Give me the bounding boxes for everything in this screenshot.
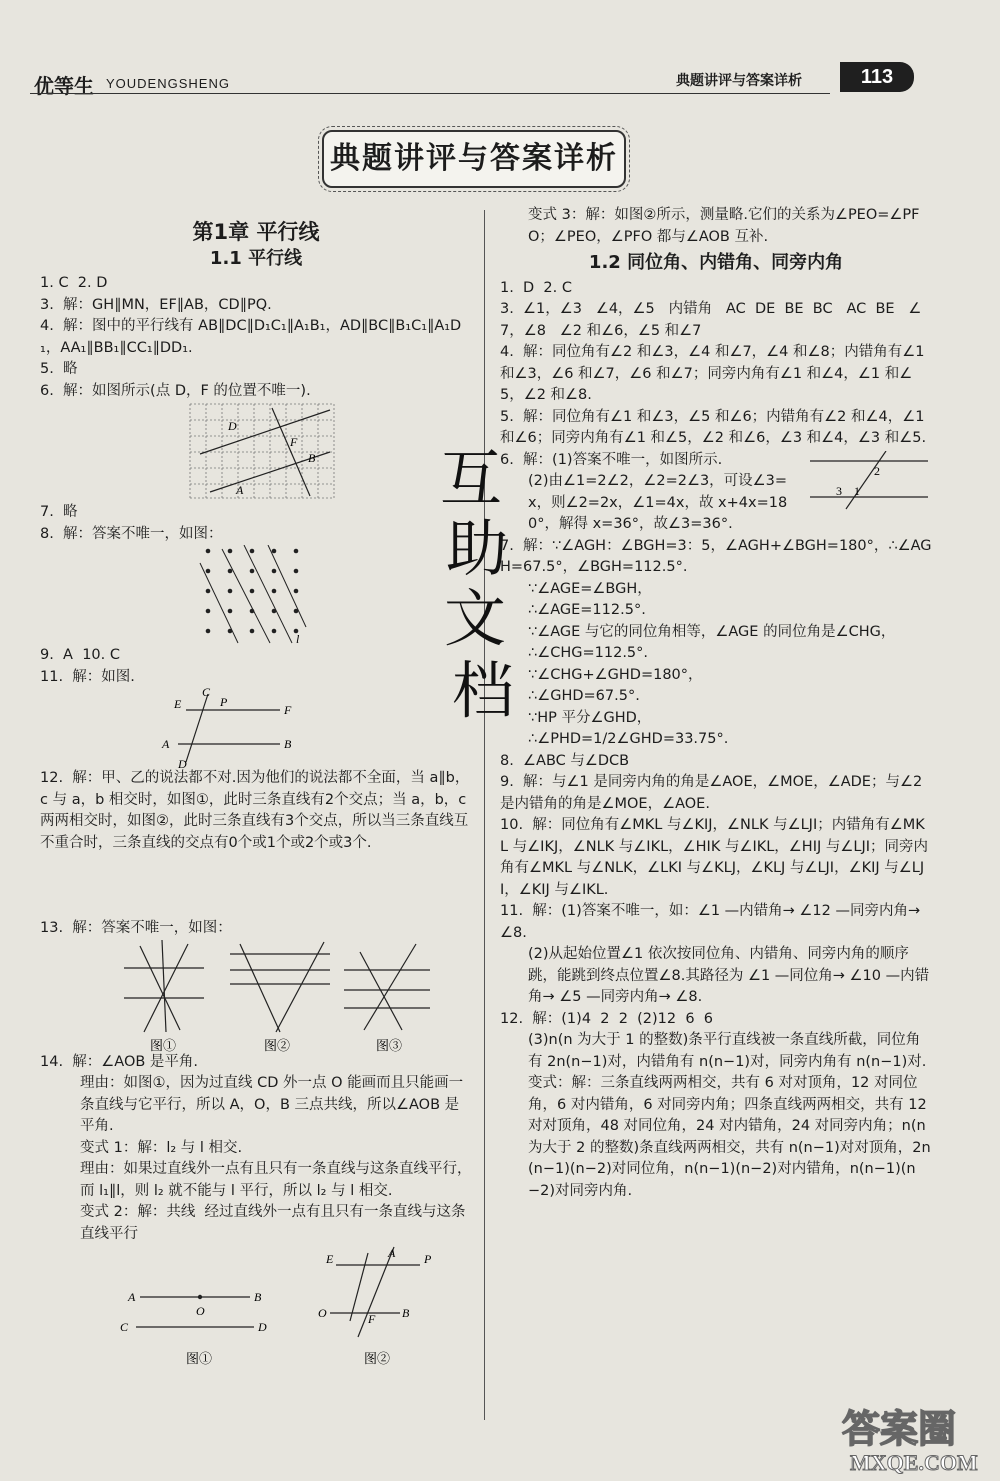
fig-caption-a: 图① (186, 1351, 213, 1366)
answer-item: ∵∠CHG+∠GHD=180°， (528, 666, 703, 683)
svg-text:D: D (258, 1320, 267, 1334)
grid-figure (40, 402, 472, 502)
answer-item: (3)n(n 为大于 1 的整数)条平行直线被一条直线所截，同位角有 2n(n−1)对，内错角有 n(n−1)对，同旁内角有 n(n−1)对. (528, 1032, 927, 1070)
page-banner: 典题讲评与答案详析 (322, 130, 626, 188)
header-section-title: 典题讲评与答案详析 (676, 73, 802, 89)
answer-item: 9. A 10. C (40, 647, 120, 663)
column-divider (484, 210, 485, 1420)
answer-item: ∴∠PHD=1/2∠GHD=33.75°. (528, 731, 729, 747)
left-column (40, 218, 472, 1367)
answer-item: 7. 略 (40, 504, 78, 520)
chapter-title: 第1章 平行线 (192, 220, 320, 244)
answer-item: ∵∠AGE=∠BGH， (528, 580, 652, 597)
answer-item: 3. ∠1，∠3 ∠4，∠5 内错角 AC DE BE BC AC BE ∠7，∠8 ∠2 和∠6，∠5 和∠7 (500, 301, 922, 339)
label-a: A (236, 483, 244, 497)
svg-text:1: 1 (854, 484, 860, 498)
svg-text:F: F (368, 1312, 376, 1326)
svg-text:C: C (120, 1320, 129, 1334)
answer-item: 12. 解：(1)4 2 2 (2)12 6 6 (500, 1010, 714, 1027)
brand-name: 优等生 (34, 74, 94, 98)
right-column (500, 205, 932, 1202)
answer-item: 4. 解：图中的平行线有 AB∥DC∥D₁C₁∥A₁B₁，AD∥BC∥B₁C₁∥A₁D₁，AA₁∥BB₁∥CC₁∥DD₁. (40, 318, 462, 356)
label-l: l (296, 632, 300, 645)
answer-item: 14. 解：∠AOB 是平角. (40, 1053, 199, 1070)
answer-item: 1. D 2. C (500, 279, 573, 296)
svg-text:A: A (128, 1290, 136, 1304)
answer-item: 理由：如果过直线外一点有且只有一条直线与这条直线平行，而 l₁∥l，则 l₂ 就不能与 l 平行，所以 l₂ 与 l 相交. (80, 1161, 472, 1199)
angle-figure (800, 451, 930, 511)
svg-text:MXQE.COM: MXQE.COM (850, 1450, 978, 1475)
answer-item: ∴∠CHG=112.5°. (528, 645, 649, 661)
collinear-figures (40, 1245, 472, 1367)
label-b: B (308, 451, 316, 465)
answer-item: 9. 解：与∠1 是同旁内角的角是∠AOE，∠MOE，∠ADE；与∠2 是内错角的角是∠MOE，∠AOE. (500, 774, 927, 812)
answer-item: 5. 解：同位角有∠1 和∠3，∠5 和∠6；内错角有∠2 和∠4，∠1 和∠6；同旁内角有∠1 和∠5，∠2 和∠6，∠3 和∠4，∠3 和∠5. (500, 408, 930, 446)
answer-item: 11. 解：如图. (40, 668, 135, 685)
svg-text:O: O (318, 1306, 327, 1320)
svg-text:C: C (202, 688, 211, 699)
svg-text:答案圈: 答案圈 (842, 1409, 957, 1451)
label-f: F (290, 435, 298, 449)
answer-item: 8. 解：答案不唯一，如图： (40, 525, 223, 542)
handwritten-note (430, 430, 540, 730)
handwriting-char-1: 互 (440, 446, 503, 514)
q6-block (500, 464, 932, 536)
parallel-lines-figure (40, 688, 472, 768)
answer-item: 7. 解：∵∠AGH：∠BGH=3：5，∠AGH+∠BGH=180°，∴∠AGH=67.5°，∠BGH=112.5°. (500, 537, 932, 575)
q12-block (40, 768, 472, 918)
answer-item: 12. 解：甲、乙的说法都不对.因为他们的说法都不全面，当 a∥b，c 与 a，b 相交时，如图①，此时三条直线有2个交点；当 a，b，c 两两相交时，如图②，此时三条直线有3个交点，所以当三条直线互不重合时，三条直线的交点有0个或1个或2个或3个. (40, 770, 471, 851)
svg-text:O: O (196, 1304, 205, 1318)
answer-item: 变式 1：解：l₂ 与 l 相交. (80, 1139, 243, 1156)
answer-item: 8. ∠ABC 与∠DCB (500, 752, 630, 769)
svg-text:B: B (254, 1290, 262, 1304)
answer-item: 理由：如图①，因为过直线 CD 外一点 O 能画而且只能画一条直线与它平行，所以 A，O，B 三点共线，所以∠AOB 是平角. (80, 1075, 464, 1134)
answer-item: (2)从起始位置∠1 依次按同位角、内错角、同旁内角的顺序跳，能跳到终点位置∠8.其路径为 ∠1 —同位角→ ∠10 —内错角→ ∠5 —同旁内角→ ∠8. (528, 946, 930, 1005)
answer-item: 10. 解：同位角有∠MKL 与∠KIJ，∠NLK 与∠LJI；内错角有∠MKL 与∠IKJ，∠NLK 与∠IKL，∠HIK 与∠IKL，∠HIJ 与∠LJI；同旁内角有∠MKL 与∠NLK，∠LKI 与∠KLJ，∠KLJ 与∠LJI，∠KIJ 与∠LJI，∠KIJ 与∠IKL. (500, 817, 929, 898)
svg-text:E: E (326, 1252, 334, 1266)
svg-text:2: 2 (874, 464, 880, 478)
answer-item: 1. C 2. D (40, 275, 108, 291)
svg-text:P: P (220, 695, 228, 709)
label-d: D (228, 419, 237, 433)
answer-item: 6. 解：(1)答案不唯一，如图所示. (500, 451, 723, 468)
answer-item: (2)由∠1=2∠2，∠2=2∠3，可设∠3=x，则∠2=2x，∠1=4x，故 x+4x=180°，解得 x=36°，故∠3=36°. (528, 473, 788, 532)
svg-text:A: A (388, 1246, 396, 1260)
answer-item: ∴∠AGE=112.5°. (528, 602, 646, 618)
answer-item: 4. 解：同位角有∠2 和∠3，∠4 和∠7，∠4 和∠8；内错角有∠1 和∠3，∠6 和∠7，∠6 和∠7；同旁内角有∠1 和∠4，∠1 和∠5，∠2 和∠8. (500, 344, 930, 403)
handwriting-char-2: 助 (446, 516, 509, 584)
three-lines-figures (40, 940, 472, 1052)
answer-item: ∴∠GHD=67.5°. (528, 688, 640, 704)
answer-item: 13. 解：答案不唯一，如图： (40, 920, 232, 936)
answer-item: 变式 3：解：如图②所示，测量略.它们的关系为∠PEO=∠PFO；∠PEO，∠PFO 都与∠AOB 互补. (528, 207, 920, 245)
answer-item: 变式：解：三条直线两两相交，共有 6 对对顶角，12 对同位角，6 对内错角，6 对同旁内角；四条直线两两相交，共有 12 对对顶角，48 对同位角，24 对内错角，24 对同旁内角；n(n 为大于 2 的整数)条直线两两相交，共有 n(n−1)对对顶角，2n(n−1)(n−2)对同位角，n(n−1)(n−2)对内错角，n(n−1)(n−2)对同旁内角. (528, 1075, 932, 1199)
fig-caption-1: 图① (150, 1037, 177, 1052)
brand-name-en: YOUDENGSHENG (106, 76, 230, 91)
svg-text:E: E (174, 697, 182, 711)
watermark-logo (838, 1400, 988, 1475)
fig-caption-2: 图② (264, 1037, 291, 1052)
section-title: 1.1 平行线 (209, 247, 303, 269)
answer-item: 11. 解：(1)答案不唯一，如：∠1 —内错角→ ∠12 —同旁内角→ ∠8. (500, 903, 925, 941)
svg-text:B: B (402, 1306, 410, 1320)
answer-item: 5. 略 (40, 361, 78, 377)
svg-text:F: F (284, 703, 292, 717)
answer-item: 变式 2：解：共线 经过直线外一点有且只有一条直线与这条直线平行 (80, 1204, 466, 1242)
svg-text:D: D (178, 757, 187, 768)
svg-text:B: B (284, 737, 292, 751)
handwriting-char-3: 文 (444, 586, 507, 654)
svg-text:A: A (162, 737, 170, 751)
answer-item: ∵HP 平分∠GHD， (528, 709, 652, 726)
handwriting-char-4: 档 (452, 658, 515, 726)
page-header (0, 0, 1000, 100)
answer-item: 6. 解：如图所示(点 D，F 的位置不唯一). (40, 382, 311, 399)
header-rule (30, 93, 830, 94)
answer-item: 3. 解：GH∥MN，EF∥AB，CD∥PQ. (40, 296, 272, 313)
fig-caption-3: 图③ (376, 1037, 403, 1052)
fig-caption-b: 图② (364, 1351, 391, 1366)
svg-text:3: 3 (836, 484, 842, 498)
svg-text:P: P (424, 1252, 432, 1266)
dot-lattice-figure (40, 545, 472, 645)
answer-item: ∵∠AGE 与它的同位角相等，∠AGE 的同位角是∠CHG， (528, 623, 896, 640)
section-title-2: 1.2 同位角、内错角、同旁内角 (588, 252, 844, 273)
page-number: 113 (840, 62, 914, 92)
